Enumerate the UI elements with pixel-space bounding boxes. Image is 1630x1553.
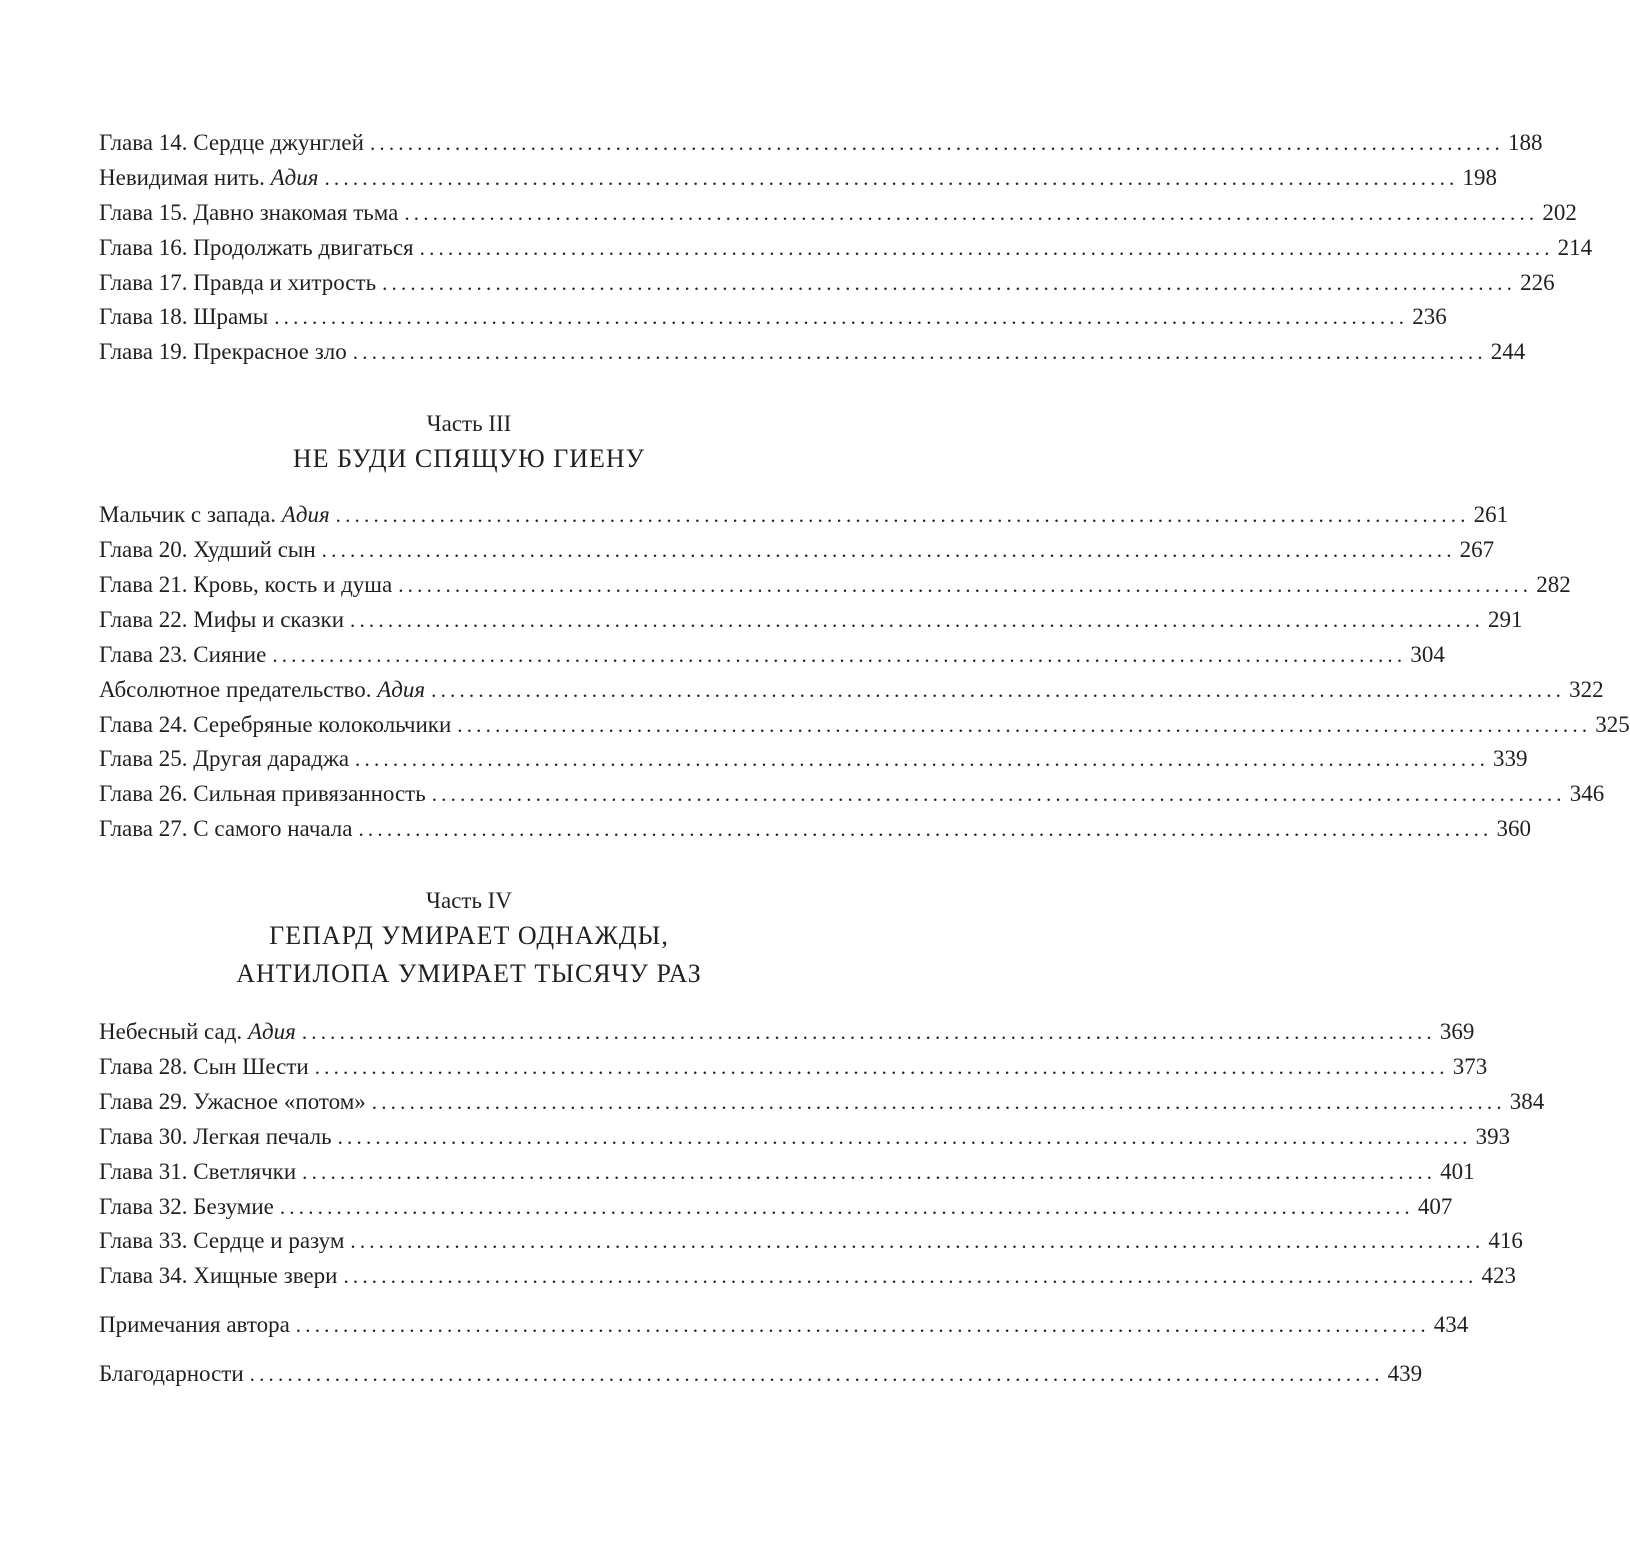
dot-leader: ........................................................................................................................ xyxy=(272,642,1407,667)
dot-leader: ........................................................................................................................ xyxy=(431,677,1566,702)
toc-entry-page-number: 439 xyxy=(1387,1361,1423,1387)
toc-entry-title-text: Благодарности xyxy=(99,1361,244,1387)
dot-leader: ........................................................................................................................ xyxy=(274,305,1409,330)
toc-entry-title xyxy=(99,742,349,777)
toc-entry-title xyxy=(99,603,344,638)
dot-leader: ........................................................................................................................ xyxy=(369,131,1504,155)
dot-leader: ........................................................................................................................ xyxy=(382,270,1517,295)
toc-entry[interactable] xyxy=(99,742,1528,777)
toc-entry-page-number: 202 xyxy=(1542,199,1577,225)
toc-entry-title-text: Глава 30. Легкая печаль xyxy=(99,1123,332,1149)
toc-entry-author: Адия xyxy=(270,164,319,190)
toc-entry-page-number: 291 xyxy=(1488,606,1523,632)
toc-entry-page-number: 434 xyxy=(1433,1312,1469,1338)
toc-entry-page-number: 339 xyxy=(1493,746,1528,772)
toc-entry[interactable] xyxy=(99,1224,1523,1259)
toc-entry-page-number: 423 xyxy=(1481,1263,1516,1289)
dot-leader: ........................................................................................................................ xyxy=(457,712,1592,737)
toc-entry-title-text: Мальчик с запада. xyxy=(99,502,277,528)
toc-entry[interactable] xyxy=(99,673,1604,708)
toc-group-part-3 xyxy=(99,498,1630,847)
dot-leader: ........................................................................................................................ xyxy=(352,340,1487,365)
toc-entry-title xyxy=(99,812,352,847)
dot-leader: ........................................................................................................................ xyxy=(335,503,1470,528)
toc-entry[interactable] xyxy=(99,126,1543,161)
toc-entry-title-text: Глава 23. Сияние xyxy=(99,641,267,667)
toc-entry-title-text: Глава 18. Шрамы xyxy=(99,304,269,330)
toc-entry-title xyxy=(99,126,364,161)
dot-leader: ........................................................................................................................ xyxy=(302,1159,1437,1184)
dot-leader: ........................................................................................................................ xyxy=(371,1089,1506,1114)
toc-entry-title xyxy=(99,568,392,603)
toc-entry[interactable] xyxy=(99,161,1497,196)
toc-entry-title-text: Глава 21. Кровь, кость и душа xyxy=(99,572,393,598)
toc-entry[interactable] xyxy=(99,335,1526,370)
toc-entry-title-text: Примечания автора xyxy=(99,1312,290,1338)
toc-entry[interactable] xyxy=(99,603,1523,638)
toc-entry-title-text: Глава 34. Хищные звери xyxy=(99,1263,338,1289)
toc-entry-title-text: Глава 32. Безумие xyxy=(99,1193,274,1219)
toc-entry-title xyxy=(99,673,425,708)
toc-entry-page-number: 346 xyxy=(1569,781,1605,807)
toc-entry-page-number: 416 xyxy=(1488,1228,1523,1254)
toc-entry-page-number: 267 xyxy=(1459,537,1495,563)
toc-entry-title xyxy=(99,266,376,301)
toc-entry[interactable] xyxy=(99,1308,1469,1343)
toc-entry-title-text: Глава 33. Сердце и разум xyxy=(99,1228,345,1254)
toc-entry[interactable] xyxy=(99,266,1555,301)
toc-group-part-2-end xyxy=(99,126,1593,370)
toc-entry-author: Адия xyxy=(281,502,330,528)
toc-entry-title xyxy=(99,1120,332,1155)
toc-entry-page-number: 322 xyxy=(1569,676,1604,702)
toc-entry-title xyxy=(99,777,426,812)
toc-entry-page-number: 360 xyxy=(1496,816,1531,842)
toc-entry-title-text: Глава 16. Продолжать двигаться xyxy=(99,234,414,260)
toc-entry-title-text: Глава 22. Мифы и сказки xyxy=(99,606,345,632)
toc-entry[interactable] xyxy=(99,1155,1475,1190)
toc-entry-title xyxy=(99,1190,274,1225)
toc-entry-page-number: 282 xyxy=(1536,572,1571,598)
toc-entry-page-number: 226 xyxy=(1520,269,1555,295)
toc-group-back-matter-2 xyxy=(99,1357,1423,1392)
toc-entry-page-number: 188 xyxy=(1507,130,1543,155)
toc-entry-title-text: Глава 24. Серебряные колокольчики xyxy=(99,711,452,737)
toc-entry[interactable] xyxy=(99,498,1509,533)
toc-entry-title-text: Глава 20. Худший сын xyxy=(99,537,316,563)
dot-leader: ........................................................................................................................ xyxy=(355,747,1490,772)
dot-leader: ........................................................................................................................ xyxy=(321,538,1456,563)
dot-leader: ........................................................................................................................ xyxy=(358,817,1493,842)
toc-entry[interactable] xyxy=(99,196,1577,231)
toc-entry[interactable] xyxy=(99,1050,1488,1085)
dot-leader: ........................................................................................................................ xyxy=(314,1055,1449,1080)
toc-entry-page-number: 384 xyxy=(1509,1088,1545,1114)
toc-entry-title xyxy=(99,1050,309,1085)
part-3-title: НЕ БУДИ СПЯЩУЮ ГИЕНУ xyxy=(292,444,646,474)
toc-entry[interactable] xyxy=(99,1120,1511,1155)
table-of-contents xyxy=(99,126,1630,1392)
toc-entry[interactable] xyxy=(99,1357,1423,1392)
toc-entry-title-text: Глава 28. Сын Шести xyxy=(99,1054,309,1080)
part-4-title-line-1: ГЕПАРД УМИРАЕТ ОДНАЖДЫ, xyxy=(269,921,669,951)
toc-entry-page-number: 401 xyxy=(1440,1158,1475,1184)
toc-entry-title-text: Глава 25. Другая дараджа xyxy=(99,746,350,772)
toc-entry-title-text: Глава 26. Сильная привязанность xyxy=(99,781,426,807)
toc-entry[interactable] xyxy=(99,1259,1516,1294)
dot-leader: ........................................................................................................................ xyxy=(324,165,1459,190)
toc-entry-title xyxy=(99,196,398,231)
toc-entry-title-text: Глава 14. Сердце джунглей xyxy=(99,130,364,155)
toc-entry-title xyxy=(99,638,266,673)
dot-leader: ........................................................................................................................ xyxy=(419,235,1554,260)
toc-entry[interactable] xyxy=(99,708,1630,743)
dot-leader: ........................................................................................................................ xyxy=(350,1229,1485,1254)
toc-entry[interactable] xyxy=(99,300,1447,335)
toc-entry-title xyxy=(99,300,268,335)
toc-entry-page-number: 214 xyxy=(1557,234,1593,260)
toc-entry-title xyxy=(99,1357,244,1392)
toc-entry-title xyxy=(99,1155,296,1190)
toc-entry-title xyxy=(99,533,316,568)
dot-leader: ........................................................................................................................ xyxy=(301,1020,1436,1045)
toc-entry-page-number: 369 xyxy=(1439,1019,1475,1045)
dot-leader: ........................................................................................................................ xyxy=(343,1264,1478,1289)
toc-entry-title xyxy=(99,231,414,266)
toc-entry-author: Адия xyxy=(377,676,426,702)
toc-entry-page-number: 325 xyxy=(1595,711,1630,737)
toc-entry-title xyxy=(99,1259,337,1294)
toc-entry-title-text: Невидимая нить. xyxy=(99,164,265,190)
toc-entry-title xyxy=(99,1015,296,1050)
toc-entry-title-text: Глава 19. Прекрасное зло xyxy=(99,339,347,365)
toc-entry-title-text: Абсолютное предательство. xyxy=(99,676,372,702)
dot-leader: ........................................................................................................................ xyxy=(350,607,1485,632)
toc-entry-page-number: 407 xyxy=(1417,1193,1453,1219)
part-4-title-line-2: АНТИЛОПА УМИРАЕТ ТЫСЯЧУ РАЗ xyxy=(236,959,702,989)
toc-entry-page-number: 261 xyxy=(1473,502,1509,528)
toc-entry[interactable] xyxy=(99,533,1495,568)
toc-entry-title-text: Глава 31. Светлячки xyxy=(99,1158,297,1184)
toc-entry-title xyxy=(99,1085,366,1120)
toc-entry-title xyxy=(99,708,451,743)
toc-entry-page-number: 373 xyxy=(1452,1054,1488,1080)
dot-leader: ........................................................................................................................ xyxy=(398,573,1533,598)
part-3-label: Часть III xyxy=(426,411,512,437)
toc-entry[interactable] xyxy=(99,568,1571,603)
toc-entry-title-text: Глава 15. Давно знакомая тьма xyxy=(99,199,399,225)
dot-leader: ........................................................................................................................ xyxy=(279,1194,1414,1219)
toc-entry-author: Адия xyxy=(247,1019,296,1045)
toc-entry[interactable] xyxy=(99,812,1531,847)
dot-leader: ........................................................................................................................ xyxy=(431,782,1566,807)
toc-entry-title xyxy=(99,1308,290,1343)
toc-entry[interactable] xyxy=(99,231,1593,266)
toc-entry-title xyxy=(99,161,318,196)
toc-entry-page-number: 236 xyxy=(1412,304,1447,330)
toc-entry-page-number: 393 xyxy=(1475,1123,1511,1149)
toc-entry-title xyxy=(99,498,330,533)
toc-entry[interactable] xyxy=(99,1085,1545,1120)
toc-group-part-4 xyxy=(99,1015,1545,1294)
toc-entry-page-number: 244 xyxy=(1490,339,1526,365)
toc-entry-title xyxy=(99,335,347,370)
toc-entry-title-text: Небесный сад. xyxy=(99,1019,243,1045)
dot-leader: ........................................................................................................................ xyxy=(249,1362,1384,1387)
toc-entry[interactable] xyxy=(99,1190,1453,1225)
toc-entry[interactable] xyxy=(99,638,1445,673)
toc-entry-title-text: Глава 17. Правда и хитрость xyxy=(99,269,377,295)
dot-leader: ........................................................................................................................ xyxy=(337,1124,1472,1149)
toc-entry-title-text: Глава 27. С самого начала xyxy=(99,816,353,842)
toc-entry-title-text: Глава 29. Ужасное «потом» xyxy=(99,1088,366,1114)
dot-leader: ........................................................................................................................ xyxy=(295,1313,1430,1338)
toc-entry-page-number: 198 xyxy=(1462,164,1497,190)
toc-group-back-matter-1 xyxy=(99,1308,1469,1343)
toc-entry[interactable] xyxy=(99,777,1605,812)
part-4-label: Часть IV xyxy=(426,888,512,914)
toc-entry[interactable] xyxy=(99,1015,1475,1050)
dot-leader: ........................................................................................................................ xyxy=(404,200,1539,225)
toc-entry-title xyxy=(99,1224,344,1259)
toc-entry-page-number: 304 xyxy=(1410,641,1445,667)
